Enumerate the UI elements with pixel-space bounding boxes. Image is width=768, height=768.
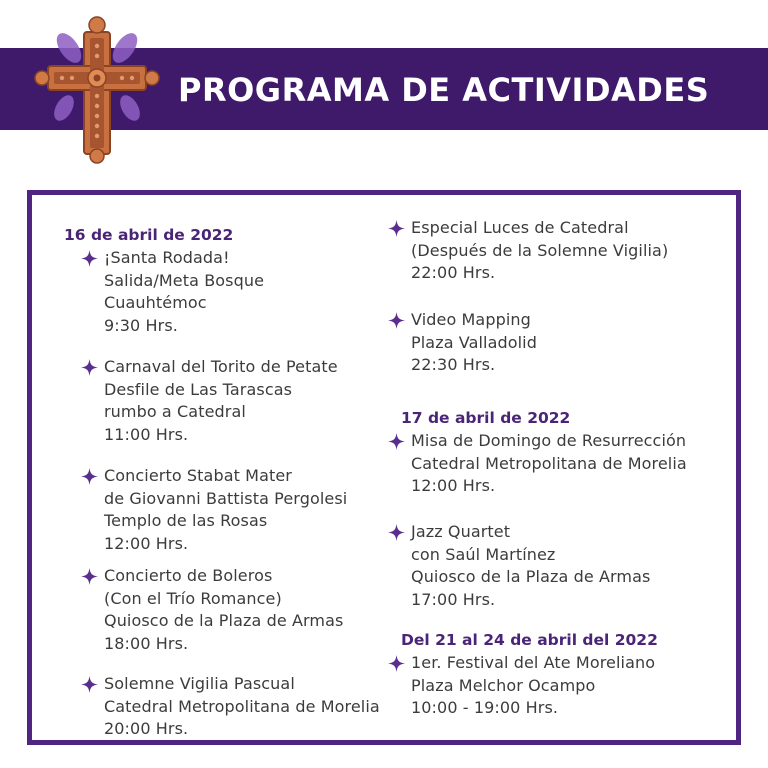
star-bullet-icon <box>388 217 405 239</box>
page-title: PROGRAMA DE ACTIVIDADES <box>178 71 710 109</box>
item-line: 18:00 Hrs. <box>104 633 189 653</box>
item-line: Plaza Melchor Ocampo <box>411 675 596 695</box>
star-bullet-icon <box>388 430 405 452</box>
item-line: Misa de Domingo de Resurrección <box>411 431 687 450</box>
star-bullet-icon <box>81 673 98 695</box>
star-bullet-icon <box>388 309 405 331</box>
item-line: ¡Santa Rodada! <box>104 248 230 267</box>
item-line: 22:00 Hrs. <box>411 263 496 283</box>
item-line: Desfile de Las Tarascas <box>104 379 293 399</box>
item-line: (Con el Trío Romance) <box>104 588 282 608</box>
item-line: Plaza Valladolid <box>411 332 537 352</box>
item-line: Jazz Quartet <box>411 522 511 541</box>
star-bullet-icon <box>388 521 405 543</box>
item-line: Solemne Vigilia Pascual <box>104 674 295 693</box>
item-line: 10:00 - 19:00 Hrs. <box>411 698 559 718</box>
item-line: 12:00 Hrs. <box>104 533 189 553</box>
item-line: Quiosco de la Plaza de Armas <box>411 567 651 587</box>
date-heading: 17 de abril de 2022 <box>401 409 571 427</box>
item-line: de Giovanni Battista Pergolesi <box>104 488 348 508</box>
star-bullet-icon <box>388 652 405 674</box>
star-bullet-icon <box>81 565 98 587</box>
item-line: Quiosco de la Plaza de Armas <box>104 611 344 631</box>
item-line: Concierto de Boleros <box>104 566 273 585</box>
item-line: 1er. Festival del Ate Moreliano <box>411 653 656 672</box>
date-heading: Del 21 al 24 de abril del 2022 <box>401 631 658 649</box>
item-line: Carnaval del Torito de Petate <box>104 357 338 376</box>
item-line: Salida/Meta Bosque <box>104 270 265 290</box>
item-line: rumbo a Catedral <box>104 402 246 422</box>
item-line: 12:00 Hrs. <box>411 476 496 496</box>
item-line: 9:30 Hrs. <box>104 315 178 335</box>
star-bullet-icon <box>81 465 98 487</box>
item-line: Cuauhtémoc <box>104 293 207 313</box>
item-line: 20:00 Hrs. <box>104 719 189 739</box>
item-line: 17:00 Hrs. <box>411 589 496 609</box>
date-heading: 16 de abril de 2022 <box>64 226 234 244</box>
item-line: Catedral Metropolitana de Morelia <box>411 453 687 473</box>
program-frame <box>27 190 741 745</box>
item-line: Concierto Stabat Mater <box>104 466 292 485</box>
item-line: con Saúl Martínez <box>411 544 556 564</box>
item-line: Especial Luces de Catedral <box>411 218 629 237</box>
item-line: 11:00 Hrs. <box>104 424 189 444</box>
item-line: (Después de la Solemne Vigilia) <box>411 240 669 260</box>
item-line: Catedral Metropolitana de Morelia <box>104 696 380 716</box>
item-line: 22:30 Hrs. <box>411 355 496 375</box>
star-bullet-icon <box>81 247 98 269</box>
item-line: Templo de las Rosas <box>104 511 268 531</box>
cross-emblem-icon <box>34 16 160 164</box>
star-bullet-icon <box>81 356 98 378</box>
item-line: Video Mapping <box>411 310 531 329</box>
